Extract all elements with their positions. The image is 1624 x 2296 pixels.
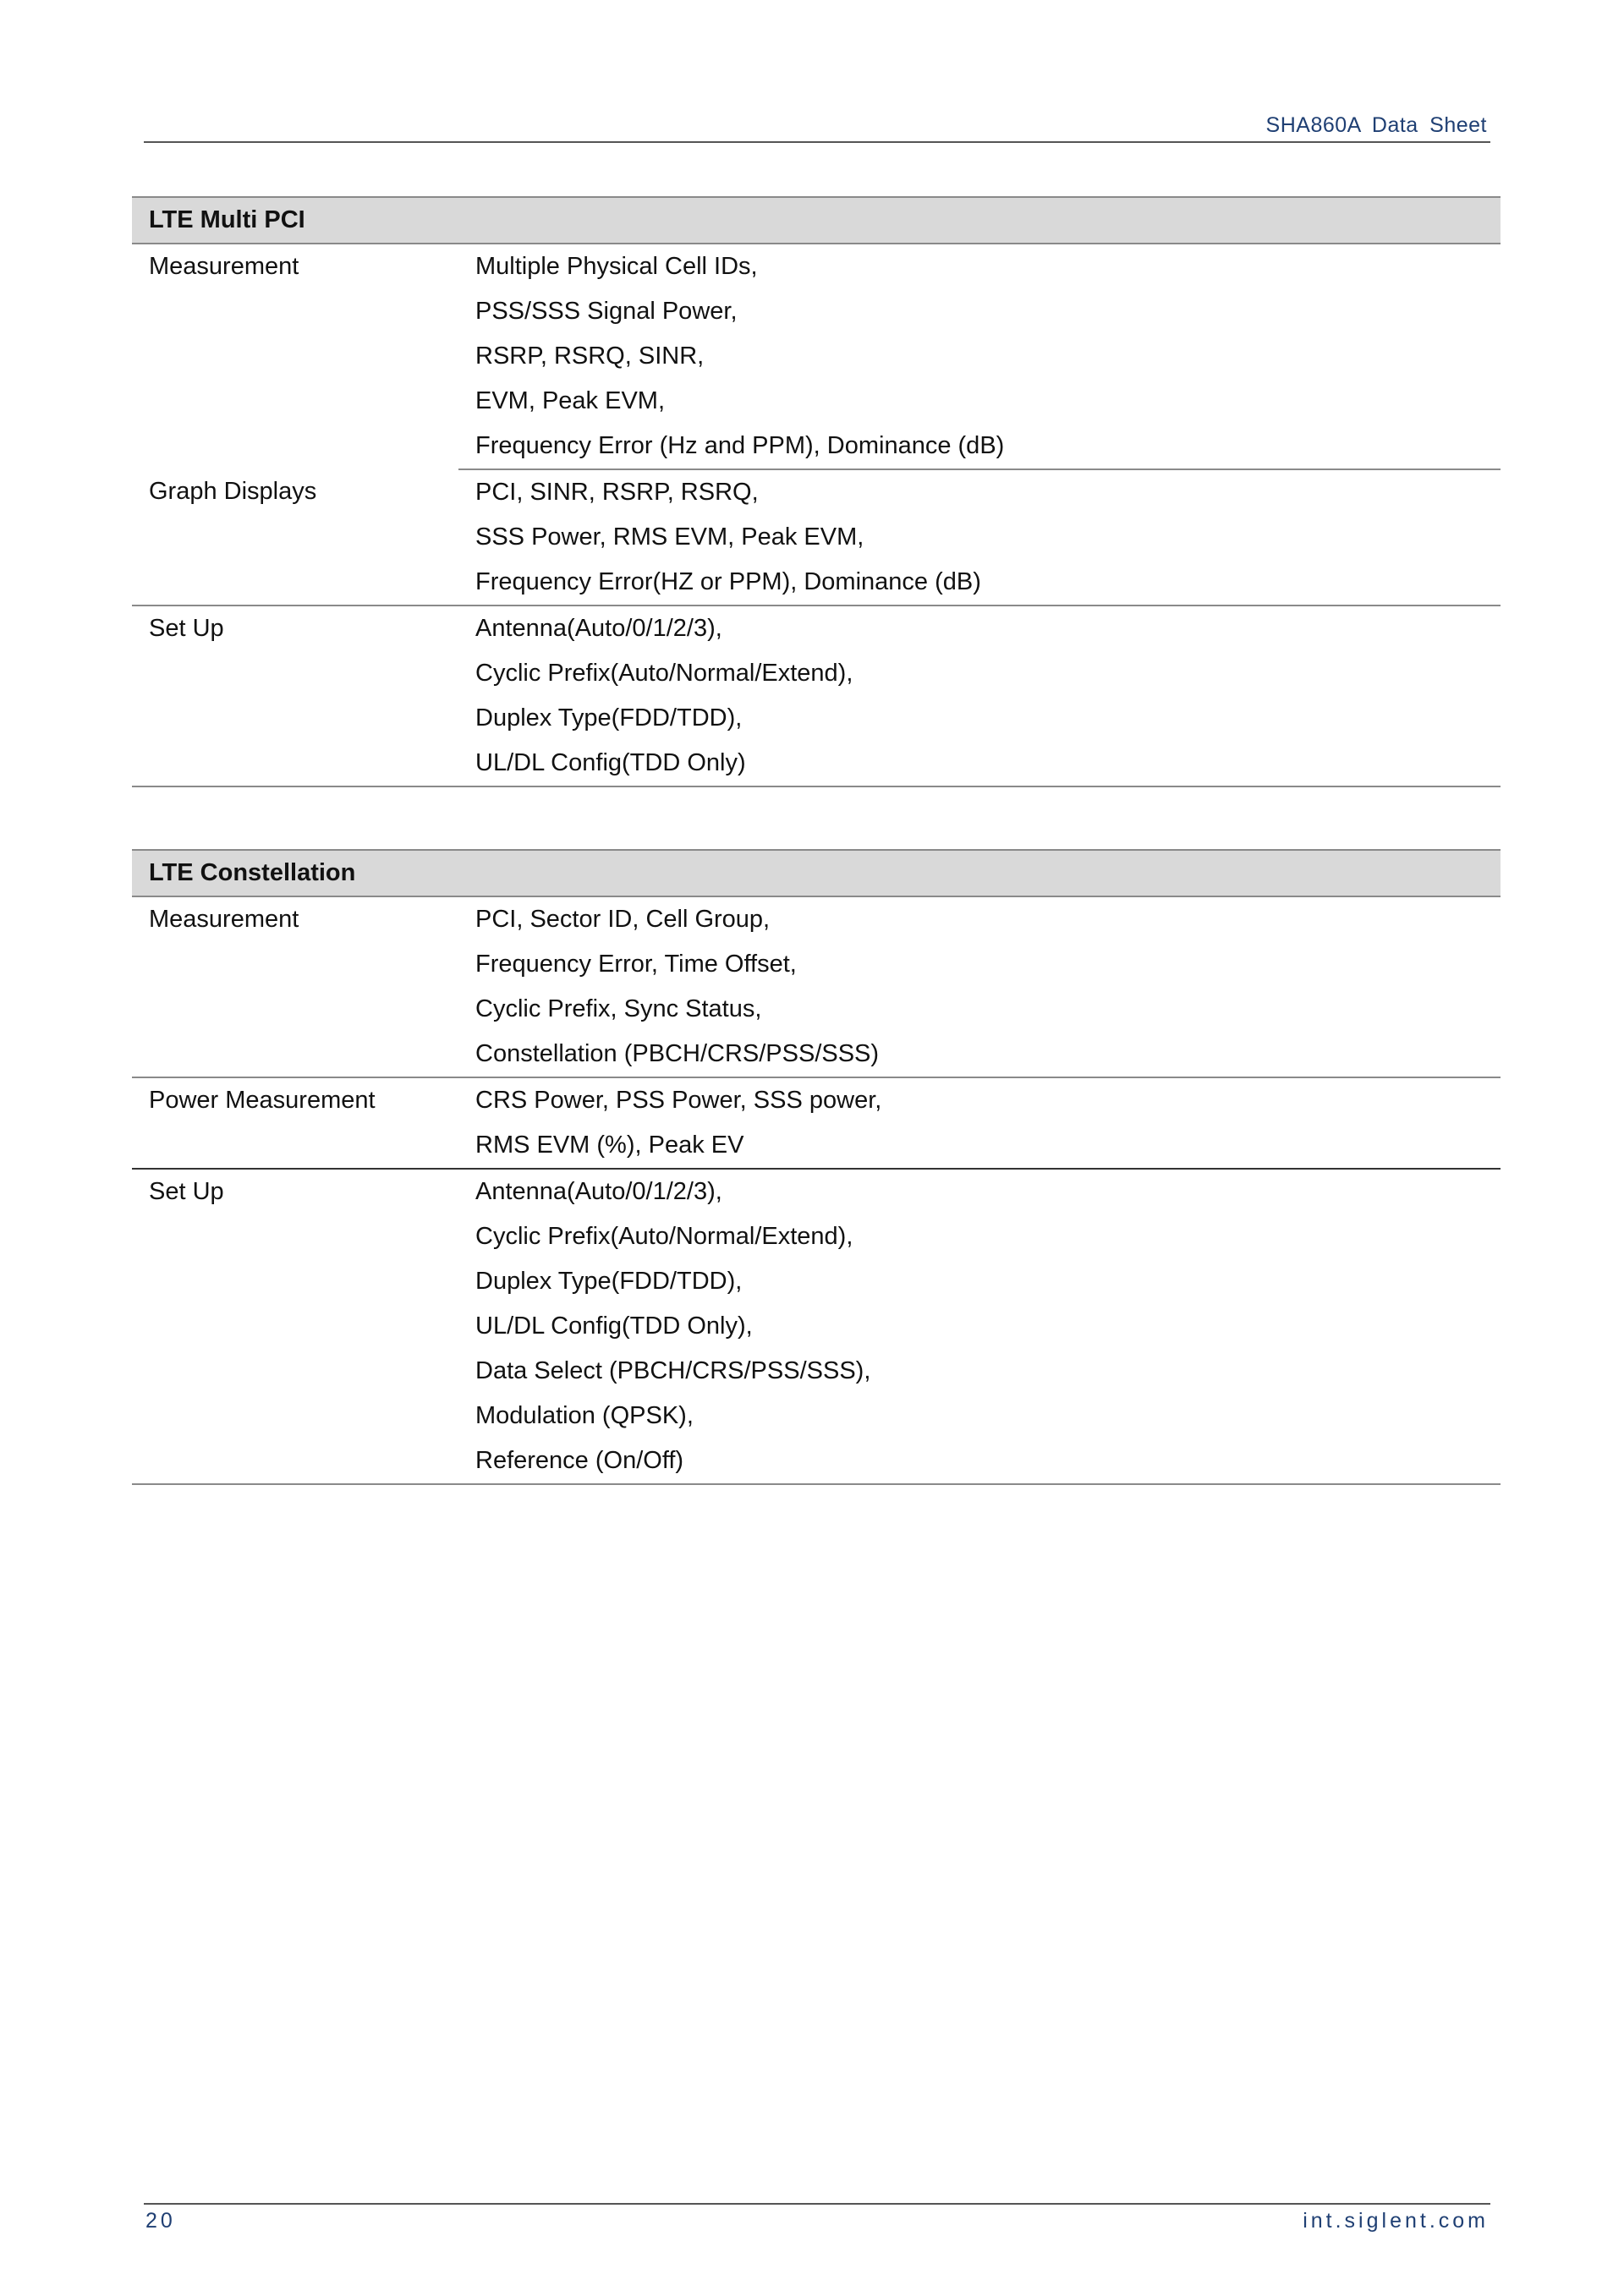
param-value: Data Select (PBCH/CRS/PSS/SSS), <box>475 1357 871 1384</box>
table-header-row <box>132 197 1501 244</box>
param-value: UL/DL Config(TDD Only) <box>458 741 1501 786</box>
table-row <box>132 469 1501 515</box>
lte-multi-pci-table <box>132 196 1501 787</box>
table-row <box>132 1077 1501 1123</box>
param-label: Power Measurement <box>132 1077 458 1169</box>
param-value: Frequency Error (Hz and PPM), Dominance (dB) <box>458 424 1501 469</box>
param-value: Reference (On/Off) <box>458 1438 1501 1484</box>
param-label: Set Up <box>132 1169 458 1484</box>
param-value: Antenna(Auto/0/1/2/3), <box>475 615 722 642</box>
page-number: 20 <box>145 2209 176 2233</box>
param-value: Modulation (QPSK), <box>475 1402 694 1429</box>
param-value: PSS/SSS Signal Power, <box>475 298 738 325</box>
website-link[interactable]: int.siglent.com <box>1303 2209 1489 2233</box>
param-value: Frequency Error(HZ or PPM), Dominance (dB) <box>458 560 1501 606</box>
param-label: Measurement <box>149 253 299 280</box>
table-row <box>132 606 1501 651</box>
param-label: Measurement <box>132 896 458 1077</box>
table-title: LTE Multi PCI <box>132 197 1501 244</box>
param-value: EVM, Peak EVM, <box>475 387 666 414</box>
param-value: UL/DL Config(TDD Only), <box>475 1312 753 1340</box>
lte-constellation-table <box>132 849 1501 1485</box>
param-label: Graph Displays <box>132 469 458 606</box>
header-divider <box>144 141 1490 143</box>
param-value: Multiple Physical Cell IDs, <box>475 253 758 280</box>
param-value: SSS Power, RMS EVM, Peak EVM, <box>475 523 864 551</box>
param-value: RMS EVM (%), Peak EV <box>458 1123 1501 1169</box>
param-value: Antenna(Auto/0/1/2/3), <box>475 1178 722 1205</box>
param-value: Constellation (PBCH/CRS/PSS/SSS) <box>458 1032 1501 1077</box>
param-label: Set Up <box>132 606 458 786</box>
param-value: Cyclic Prefix(Auto/Normal/Extend), <box>475 660 853 687</box>
header-title: SHA860A Data Sheet <box>1265 113 1487 137</box>
param-value: PCI, SINR, RSRP, RSRQ, <box>475 479 759 506</box>
param-value: Frequency Error, Time Offset, <box>475 951 797 978</box>
param-value: Duplex Type(FDD/TDD), <box>475 1268 743 1295</box>
param-value: Cyclic Prefix(Auto/Normal/Extend), <box>475 1223 853 1250</box>
table-row <box>132 244 1501 289</box>
table-row <box>132 896 1501 942</box>
table-row <box>132 1169 1501 1214</box>
param-value: Duplex Type(FDD/TDD), <box>475 704 743 732</box>
table-header-row <box>132 850 1501 896</box>
param-value: Cyclic Prefix, Sync Status, <box>475 995 762 1022</box>
param-value: CRS Power, PSS Power, SSS power, <box>475 1087 882 1114</box>
param-value: PCI, Sector ID, Cell Group, <box>475 906 771 933</box>
table-title: LTE Constellation <box>132 850 1501 896</box>
param-value: RSRP, RSRQ, SINR, <box>475 342 705 370</box>
footer-divider <box>144 2203 1490 2205</box>
